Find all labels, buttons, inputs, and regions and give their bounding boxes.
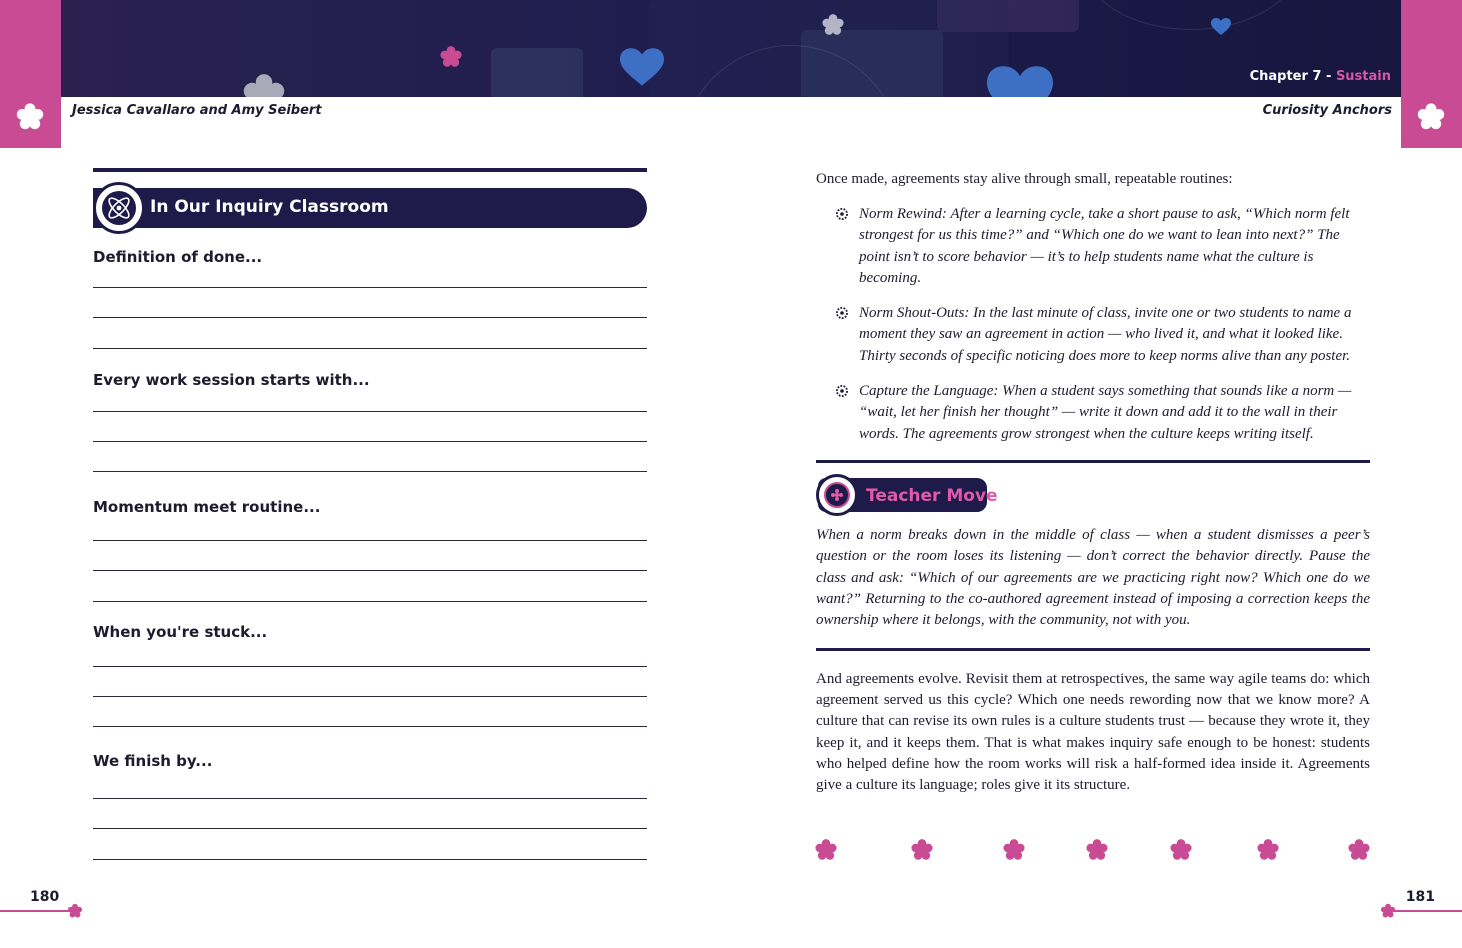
writing-line[interactable]: [93, 601, 647, 602]
section-top-rule: [93, 168, 647, 172]
writing-line[interactable]: [93, 471, 647, 472]
gear-bullet-icon: [836, 208, 848, 220]
writing-line[interactable]: [93, 696, 647, 697]
list-item: [836, 303, 1356, 367]
heart-icon: [987, 66, 1053, 97]
section-title: In Our Inquiry Classroom: [150, 197, 389, 217]
writing-line[interactable]: [93, 411, 647, 412]
flower-icon: [910, 838, 934, 862]
prompt-label: When you're stuck...: [93, 623, 268, 641]
writing-line[interactable]: [93, 441, 647, 442]
writing-line[interactable]: [93, 798, 647, 799]
writing-line[interactable]: [93, 726, 647, 727]
list-item: [836, 381, 1356, 445]
banner-block: [491, 48, 583, 97]
routine-list: [836, 204, 1356, 459]
flower-icon: [1002, 838, 1026, 862]
teacher-move-text: When a norm breaks down in the middle of class — when a student dismisses a peer’s question or the room loses its listening — don’t correct the behavior directly. Pause the class and ask: “Which of our agreements are we practicing right now? Which one do we want?” Returning to the co-authored agreement instead of imposing a correction keeps the ownership where it belongs, with the community, not with you.: [816, 527, 1370, 629]
running-head-book-title: Curiosity Anchors: [1262, 103, 1392, 118]
writing-line[interactable]: [93, 540, 647, 541]
flower-icon: [821, 13, 845, 37]
writing-line[interactable]: [93, 666, 647, 667]
teacher-move-top-rule: [816, 460, 1370, 463]
writing-line[interactable]: [93, 317, 647, 318]
gear-bullet-icon: [836, 307, 848, 319]
heart-icon: [620, 48, 664, 88]
flower-icon: [1416, 102, 1446, 132]
atom-icon: [100, 189, 138, 227]
teacher-move-badge: [816, 474, 858, 516]
teacher-move-icon: [824, 482, 850, 508]
gear-bullet-icon: [836, 385, 848, 397]
flower-icon: [826, 484, 848, 506]
chapter-label: Chapter 7 - Sustain: [1249, 69, 1391, 84]
intro-paragraph: Once made, agreements stay alive through small, repeatable routines:: [816, 171, 1233, 187]
list-item-text: Capture the Language: When a student says something that sounds like a norm — “wait, let her finish her thought” — write it down and add it to the wall in their words. The agreements grow strongest when the culture keeps writing itself.: [859, 383, 1352, 442]
flower-icon: [1256, 838, 1280, 862]
writing-line[interactable]: [93, 287, 647, 288]
page-number-right: 181: [1405, 889, 1435, 905]
corner-tab-left: [0, 0, 61, 148]
running-head-authors: Jessica Cavallaro and Amy Seibert: [72, 103, 322, 118]
closing-paragraph: And agreements evolve. Revisit them at retrospectives, the same way agile teams do: which agreement served us this cycle? Which one needs rewording now that we know more? A culture that can revise its own rules is a culture students trust — because they wrote it, they keep it, and it keeps them. That is what makes inquiry safe enough to be honest: students who helped define how the room works will risk a half-formed idea inside it. Agreements give a culture its language; roles give it its structure.: [816, 671, 1370, 794]
footer-rule-left: [0, 910, 70, 912]
writing-line[interactable]: [93, 348, 647, 349]
flower-icon: [15, 102, 45, 132]
header-banner: [61, 0, 1403, 97]
prompt-label: Every work session starts with...: [93, 371, 370, 389]
footer-rule-right: [1390, 910, 1462, 912]
flower-icon: [1085, 838, 1109, 862]
flower-icon: [67, 903, 83, 919]
teacher-move-title: Teacher Move: [866, 486, 998, 506]
chapter-name: Sustain: [1335, 69, 1391, 84]
corner-tab-right: [1401, 0, 1462, 148]
prompt-label: We finish by...: [93, 752, 213, 770]
prompt-label: Momentum meet routine...: [93, 498, 321, 516]
writing-line[interactable]: [93, 828, 647, 829]
section-icon-badge: [93, 182, 145, 234]
flower-icon: [241, 72, 287, 97]
teacher-move-bottom-rule: [816, 648, 1370, 651]
list-item-text: Norm Shout-Outs: In the last minute of class, invite one or two students to name a moment they saw an agreement in action — who lived it, and what it looked like. Thirty seconds of specific noticing does more to keep norms alive than any poster.: [859, 305, 1352, 364]
banner-ring: [1081, 0, 1301, 30]
heart-icon: [1211, 18, 1231, 36]
list-item: [836, 204, 1356, 289]
flower-icon: [439, 45, 463, 69]
flower-icon: [1347, 838, 1371, 862]
flower-icon: [814, 838, 838, 862]
prompt-label: Definition of done...: [93, 248, 263, 266]
flower-icon: [1169, 838, 1193, 862]
writing-line[interactable]: [93, 570, 647, 571]
list-item-text: Norm Rewind: After a learning cycle, take a short pause to ask, “Which norm felt strongest for us this time?” and “Which one do we want to lean into next?” The point isn’t to score behavior — it’s to help students name what the culture is becoming.: [859, 206, 1350, 286]
writing-line[interactable]: [93, 859, 647, 860]
page-number-left: 180: [30, 889, 60, 905]
